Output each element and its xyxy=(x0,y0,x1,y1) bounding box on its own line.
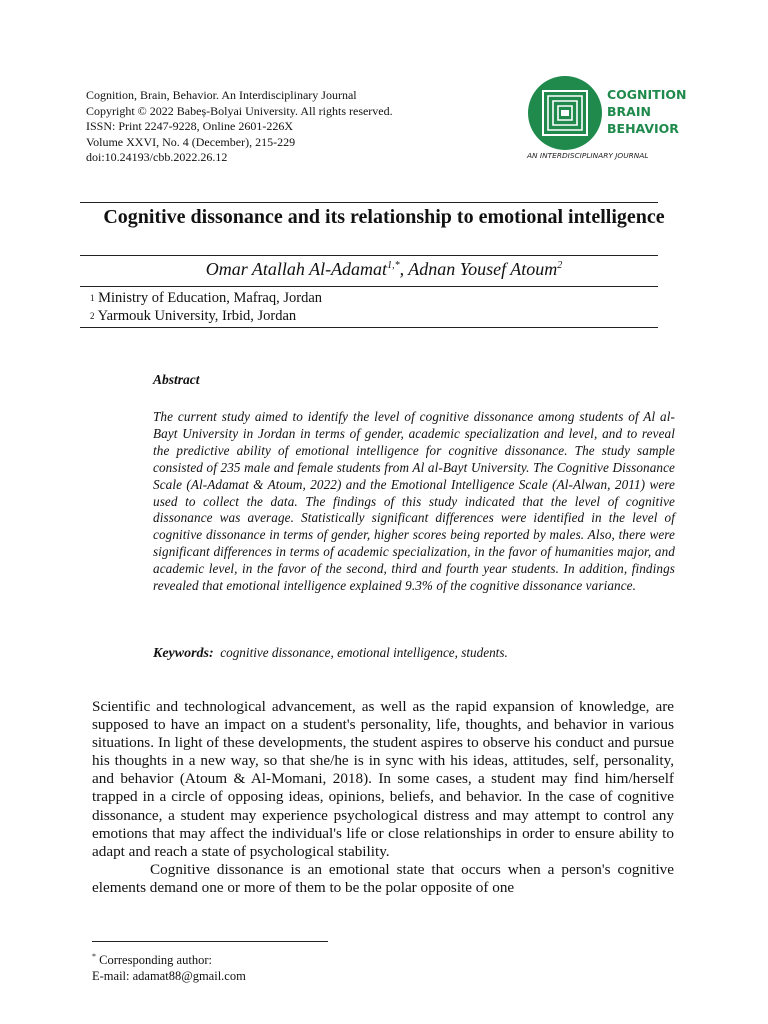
logo-word-brain: BRAIN xyxy=(607,104,651,119)
paragraph-1: Scientific and technological advancement, as well as the rapid expansion of knowledge, are supposed to have an impact on a student's personality, life, thoughts, and behavior in various situations. In light of these developments, the student aspires to observe his conduct and pursue his thoughts in a new way, so that she/he is in sync with his ideas, attitudes, self, personality, and behavior (Atoum & Al-Momani, 2018). In some cases, a student may find him/herself trapped in a circle of opposing ideas, opinions, beliefs, and behavior. In the case of cognitive dissonance, a student may experience psychological distress and may attempt to control any emotions that may affect the individual's life or close relationships in order to ensure ability to adapt and reach a state of psychological stability. xyxy=(92,698,674,860)
corresponding-email: E-mail: adamat88@gmail.com xyxy=(92,969,246,984)
footnote-mark: * xyxy=(92,952,96,961)
author-2-affiliation-mark: 2 xyxy=(557,260,563,271)
affiliation-2: Yarmouk University, Irbid, Jordan xyxy=(97,308,297,324)
journal-header xyxy=(86,88,393,166)
logo-word-behavior: BEHAVIOR xyxy=(607,121,679,136)
author-2: Adnan Yousef Atoum xyxy=(408,259,558,279)
body-text xyxy=(92,698,674,897)
author-separator: , xyxy=(399,259,409,279)
affiliation-2-number: 2 xyxy=(90,311,95,321)
issn: ISSN: Print 2247-9228, Online 2601-226X xyxy=(86,119,293,133)
volume-info: Volume XXVI, No. 4 (December), 215-229 xyxy=(86,134,296,149)
paper-title: Cognitive dissonance and its relationship to emotional intelligence xyxy=(103,206,665,228)
authors-line xyxy=(80,259,688,280)
abstract-text: The current study aimed to identify the level of cognitive dissonance among students of Al al-Bayt University in Jordan in terms of gender, academic specialization and level, and to reveal the predictive ability of emotional intelligence for cognitive dissonance. The study sample consisted of 235 male and female students from Al al-Bayt University. The Cognitive Dissonance Scale (Al-Adamat & Atoum, 2022) and the Emotional Intelligence Scale (Al-Alwan, 2011) were used to collect the data. The findings of this study indicated that the level of cognitive dissonance was average. Statistically significant differences were identified in the level of cognitive dissonance in terms of gender, higher scores being reported by males. Also, there were significant differences in terms of academic specialization, in the favor of humanities major, and academic level, in the favor of the second, third and fourth year students. In addition, findings revealed that emotional intelligence explained 9.3% of the cognitive dissonance variance. xyxy=(153,409,675,594)
author-1-affiliation-mark: 1,* xyxy=(387,260,400,271)
authors-bottom-rule xyxy=(80,286,658,287)
logo-tagline: AN INTERDISCIPLINARY JOURNAL xyxy=(527,151,649,160)
keywords-list: cognitive dissonance, emotional intelligence, students. xyxy=(220,645,508,660)
affiliation-1-number: 1 xyxy=(90,293,95,303)
title-bottom-rule xyxy=(80,255,658,256)
footnote-rule xyxy=(92,941,328,942)
footnote xyxy=(92,949,246,984)
affiliations xyxy=(90,289,322,325)
journal-logo xyxy=(527,75,687,161)
title-top-rule xyxy=(80,202,658,203)
logo-word-cognition: COGNITION xyxy=(607,87,687,102)
journal-name: Cognition, Brain, Behavior. An Interdisciplinary Journal xyxy=(86,88,357,102)
copyright: Copyright © 2022 Babeș-Bolyai University. All rights reserved. xyxy=(86,103,393,118)
abstract-heading: Abstract xyxy=(153,372,200,387)
keywords-label: Keywords: xyxy=(153,646,214,661)
affiliations-bottom-rule xyxy=(80,327,658,328)
paragraph-2: Cognitive dissonance is an emotional state that occurs when a person's cognitive elements demand one or more of them to be the polar opposite of one xyxy=(92,860,674,896)
keywords xyxy=(153,645,508,662)
author-1: Omar Atallah Al-Adamat xyxy=(205,259,388,279)
doi: doi:10.24193/cbb.2022.26.12 xyxy=(86,150,228,164)
corresponding-author-label: Corresponding author: xyxy=(99,953,212,968)
affiliation-1: Ministry of Education, Mafraq, Jordan xyxy=(98,290,323,306)
